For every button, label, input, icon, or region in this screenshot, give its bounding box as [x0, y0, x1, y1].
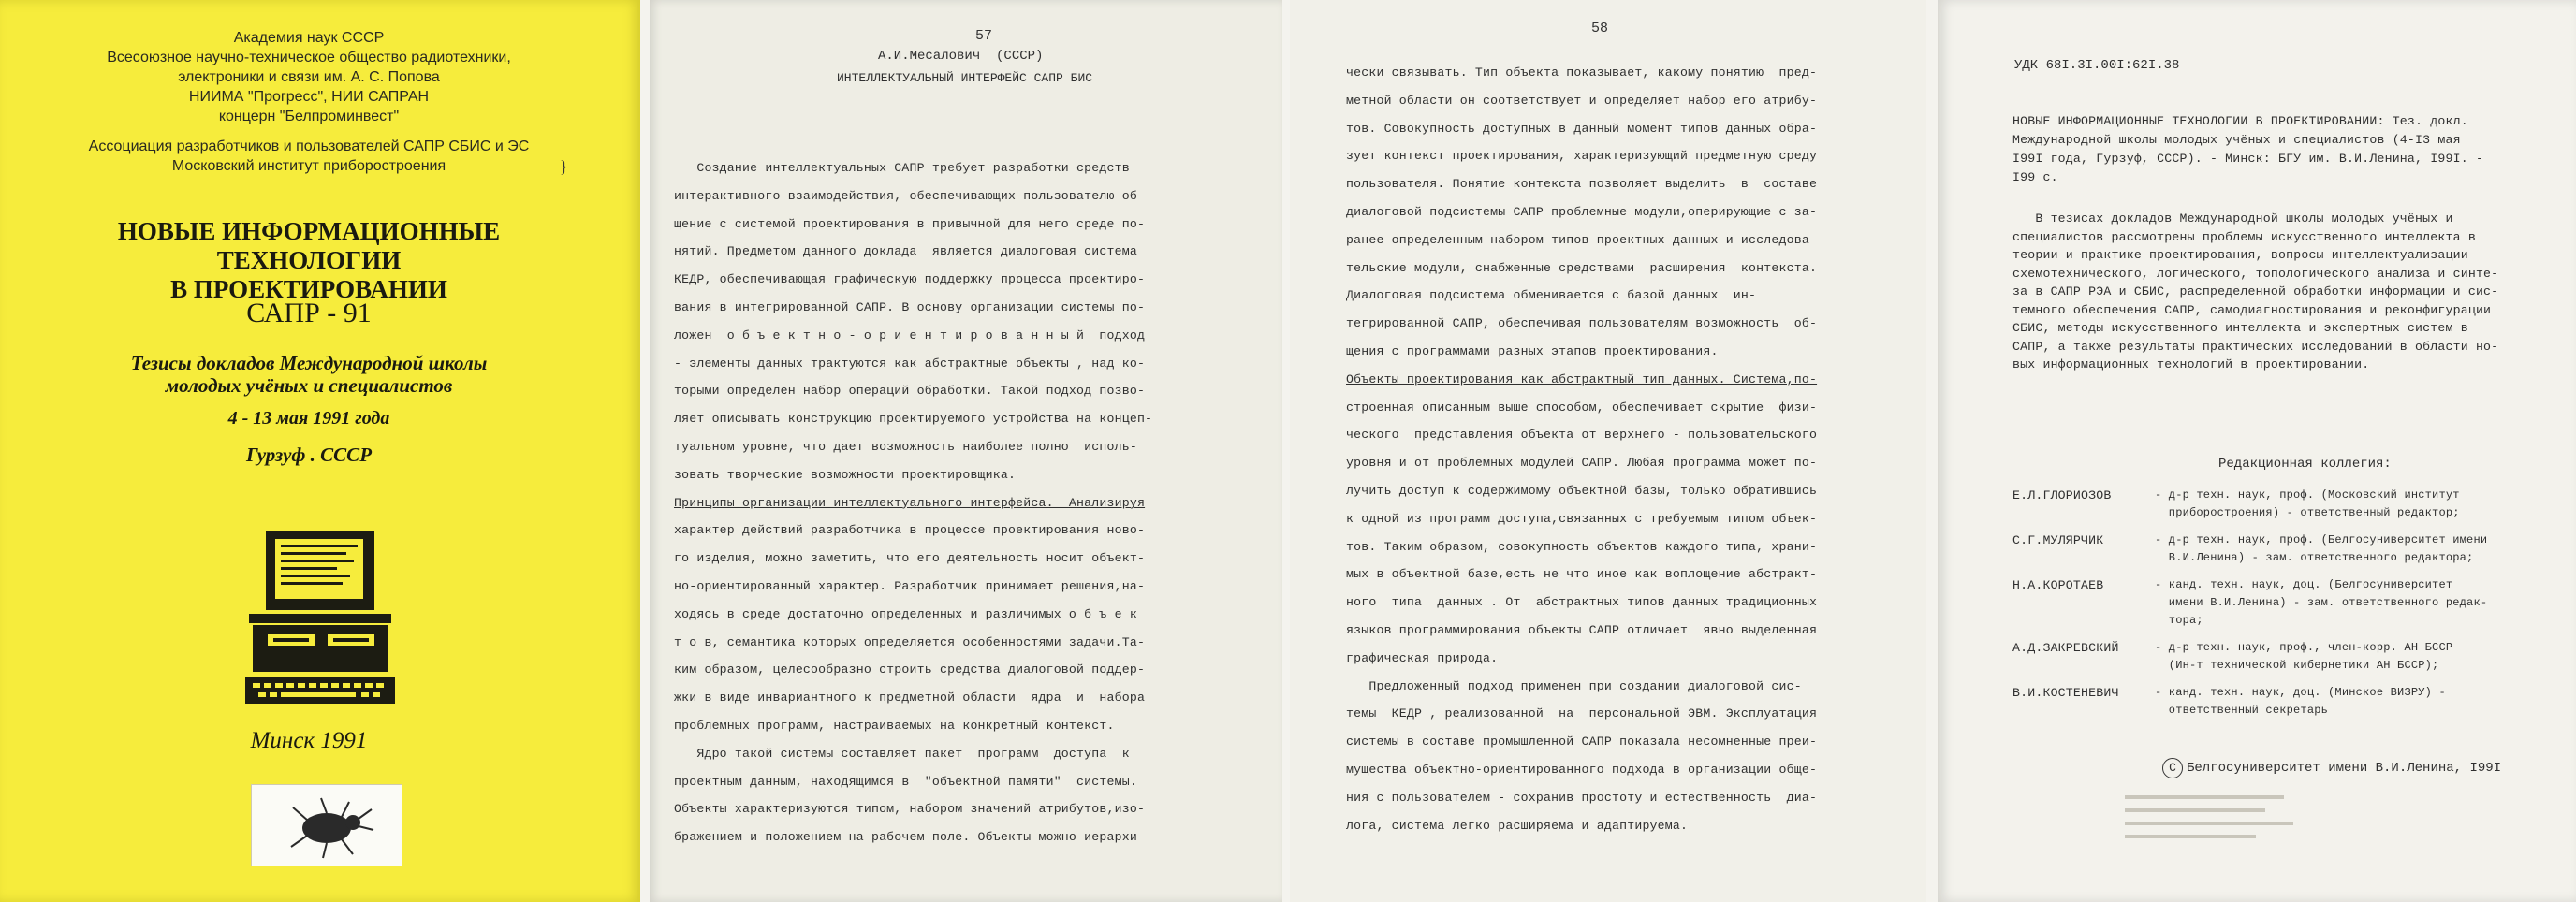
text-line: проблемных программ, настраиваемых на конкретный контекст.	[674, 719, 1115, 733]
board-member-name: Е.Л.ГЛОРИОЗОВ	[2012, 488, 2112, 502]
document-page-57	[650, 0, 1282, 902]
text-line: ческого представления объекта от верхнего - пользовательского	[1346, 428, 1818, 443]
abstract-line: вых информационных технологий в проектировании.	[2012, 357, 2370, 371]
cover-organizations	[37, 28, 580, 126]
page-number: 58	[1591, 21, 1609, 36]
text-line: ким образом, целесообразно строить средства диалоговой поддер-	[674, 662, 1146, 677]
page-number: 57	[975, 28, 993, 44]
cover-org-line: Ассоциация разработчиков и пользователей САПР СБИС и ЭС	[88, 138, 530, 154]
text-line: мущества объектно-ориентированного подхода в организации обще-	[1346, 763, 1818, 777]
text-line: нятий. Предметом данного доклада является диалоговая система	[674, 244, 1137, 259]
text-line: Объекты характеризуются типом, набором значений атрибутов,изо-	[674, 802, 1146, 817]
cover-org-line: Московский институт приборостроения	[171, 158, 446, 174]
biblio-line: I99 с.	[2012, 170, 2058, 184]
text-line: мых в объектной базе,есть не что иное как воплощение абстракт-	[1346, 567, 1818, 582]
board-member-role: - д-р техн. наук, проф., член-корр. АН БССР	[2155, 641, 2453, 654]
abstract-line: В тезисах докладов Международной школы молодых учёных и	[2012, 211, 2453, 226]
text-line: тов. Таким образом, совокупность объектов каждого типа, храни-	[1346, 539, 1818, 554]
text-line: тов. Совокупность доступных в данный момент типов данных обра-	[1346, 121, 1818, 136]
text-line: тегрированной САПР, обеспечивая пользователям возможность об-	[1346, 316, 1818, 331]
text-line: к одной из программ доступа,связанных с требуемым типом объек-	[1346, 511, 1818, 526]
cover-associations	[37, 137, 580, 176]
cover-org-line: концерн "Белпроминвест"	[218, 109, 400, 124]
board-member-role: имени В.И.Ленина) - зам. ответственного редак-	[2155, 596, 2488, 609]
text-line: туальном уровне, что дает возможность наиболее полно исполь-	[674, 440, 1137, 454]
text-line: языков программирования объекты САПР отличает явно выделенная	[1346, 623, 1818, 637]
text-line: лучить доступ к содержимому объектной базы, только обратившись	[1346, 484, 1818, 498]
text-line: интерактивного взаимодействия, обеспечивающих пользователю об-	[674, 188, 1146, 203]
abstract-line: САПР, а также результаты практических исследований в области но-	[2012, 339, 2499, 354]
text-line: т о в, семантика которых определяется особенностями задачи.Та-	[674, 634, 1146, 649]
text-line: ходясь в среде достаточно определенных и различимых о б ъ е к	[674, 606, 1137, 621]
biblio-line: НОВЫЕ ИНФОРМАЦИОННЫЕ ТЕХНОЛОГИИ В ПРОЕКТИРОВАНИИ: Тез. докл.	[2012, 114, 2468, 128]
text-line: торыми определен набор операций обработки. Такой подход позво-	[674, 384, 1146, 399]
text-line: жки в виде инвариантного к предметной области ядра и набора	[674, 691, 1146, 706]
article-author: А.И.Месалович (СССР)	[878, 49, 1044, 64]
cover-subtitle-line: Тезисы докладов Международной школы	[130, 352, 488, 374]
board-member-role: тора;	[2155, 614, 2203, 627]
text-line: проектным данным, находящимся в "объектной памяти" системы.	[674, 774, 1137, 789]
text-line: графическая природа.	[1346, 650, 1499, 665]
faint-stamp	[2125, 792, 2312, 848]
cover-org-line: НИИМА "Прогресс", НИИ САПРАН	[188, 89, 430, 105]
abstract-line: за в САПР РЭА и СБИС, распределенной обработки информации и сис-	[2012, 284, 2499, 298]
text-line: вания в интегрированной САПР. В основу организации системы по-	[674, 300, 1146, 314]
cover-title-line: В ПРОЕКТИРОВАНИИ	[170, 275, 447, 303]
editorial-board-title: Редакционная коллегия:	[2218, 457, 2392, 472]
board-member-role: ответственный секретарь	[2155, 704, 2329, 717]
text-line: темы КЕДР , реализованной на персональной ЭВМ. Эксплуатация	[1346, 706, 1818, 721]
copyright-line	[2162, 758, 2501, 778]
beetle-icon	[252, 785, 402, 866]
board-member-role: В.И.Ленина) - зам. ответственного редактора;	[2155, 551, 2474, 564]
cover-title	[37, 217, 580, 304]
section-heading-line: Принципы организации интеллектуального интерфейса. Анализируя	[674, 495, 1146, 510]
imprint-page	[1938, 0, 2576, 902]
cover-org-line: Всесоюзное научно-техническое общество радиотехники,	[107, 50, 511, 65]
text-line: ложен о б ъ е к т н о - о р и е н т и р о в а н н ы й подход	[674, 327, 1146, 342]
text-line: тельские модули, снабженные средствами расширения контекста.	[1346, 260, 1818, 275]
computer-illustration	[245, 524, 395, 711]
text-line: КЕДР, обеспечивающая графическую поддержку процесса проектиро-	[674, 272, 1146, 287]
board-member-role: - канд. техн. наук, доц. (Минское ВИЗРУ) -	[2155, 686, 2446, 699]
board-member-role: - д-р техн. наук, проф. (Московский институт	[2155, 488, 2460, 502]
text-line: лога, система легко расширяема и адаптируема.	[1346, 818, 1689, 833]
cover-subtitle-line: молодых учёных и специалистов	[165, 374, 453, 397]
board-member-role: приборостроения) - ответственный редактор;	[2155, 506, 2460, 519]
text-line: диалоговой подсистемы САПР проблемные модули,оперирующие с за-	[1346, 205, 1818, 219]
biblio-line: I99I года, Гурзуф, СССР). - Минск: БГУ им. В.И.Ленина, I99I. -	[2012, 152, 2484, 166]
text-line: Предложенный подход применен при создании диалоговой сис-	[1346, 678, 1802, 693]
abstract-line: специалистов рассмотрены проблемы искусственного интеллекта в	[2012, 229, 2476, 244]
text-line: но-ориентированный характер. Разработчик принимает решения,на-	[674, 579, 1146, 593]
board-member-name: С.Г.МУЛЯРЧИК	[2012, 533, 2104, 547]
text-line: ния с пользователем - сохранив простоту и естественность диа-	[1346, 790, 1818, 805]
cover-title-line: НОВЫЕ ИНФОРМАЦИОННЫЕ ТЕХНОЛОГИИ	[117, 217, 501, 274]
text-line: щение с системой проектирования в привычной для него среде по-	[674, 216, 1146, 231]
text-line: го изделия, можно заметить, что его деятельность носит объект-	[674, 551, 1146, 566]
cover-side-mark: }	[560, 157, 568, 176]
cover-subtitle	[37, 352, 580, 397]
cover-org-line: электроники и связи им. А. С. Попова	[178, 69, 440, 85]
cover-dates: 4 - 13 мая 1991 года	[227, 408, 390, 429]
text-line: системы в составе промышленной САПР показала несомненные преи-	[1346, 735, 1818, 749]
text-line: Создание интеллектуальных САПР требует разработки средств	[674, 161, 1130, 175]
library-sticker	[251, 784, 402, 866]
board-member-name: В.И.КОСТЕНЕВИЧ	[2012, 686, 2119, 700]
text-line: ного типа данных . От абстрактных типов данных традиционных	[1346, 595, 1818, 610]
text-line: строенная описанным выше способом, обеспечивает скрытие физи-	[1346, 400, 1818, 415]
biblio-line: Международной школы молодых учёных и специалистов (4-I3 мая	[2012, 133, 2461, 147]
text-line: ляет описывать конструкцию проектируемого устройства на концеп-	[674, 412, 1153, 427]
text-line: щения с программами разных этапов проектирования.	[1346, 344, 1719, 358]
cover-conference-name: САПР - 91	[246, 298, 372, 328]
board-member-role: (Ин-т технической кибернетики АН БССР);	[2155, 659, 2439, 672]
text-line: зует контекст проектирования, характеризующий предметную среду	[1346, 149, 1818, 164]
text-line: бражением и положением на рабочем поле. Объекты можно иерархи-	[674, 830, 1146, 845]
board-member-name: Н.А.КОРОТАЕВ	[2012, 578, 2104, 592]
text-line: уровня и от проблемных модулей САПР. Любая программа может по-	[1346, 456, 1818, 471]
text-line: Ядро такой системы составляет пакет программ доступа к	[674, 746, 1130, 761]
text-line: ранее определенным набором типов проектных данных и исследова-	[1346, 232, 1818, 247]
board-member-name: А.Д.ЗАКРЕВСКИЙ	[2012, 641, 2119, 655]
book-cover	[0, 0, 640, 902]
cover-city-year: Минск 1991	[250, 728, 368, 753]
text-line: метной области он соответствует и определяет набор его атрибу-	[1346, 93, 1818, 108]
cover-place: Гурзуф . СССР	[245, 444, 373, 466]
text-line: пользователя. Понятие контекста позволяет выделить в составе	[1346, 177, 1818, 192]
abstract-line: СБИС, методы искусственного интеллекта и экспертных систем в	[2012, 321, 2468, 335]
section-heading-line: Объекты проектирования как абстрактный тип данных. Система,по-	[1346, 371, 1818, 386]
udk-code: УДК 68I.3I.00I:62I.38	[2014, 58, 2180, 73]
text-line: зовать творческие возможности проектировщика.	[674, 467, 1017, 482]
board-member-role: - канд. техн. наук, доц. (Белгосуниверситет	[2155, 578, 2453, 591]
copyright-icon: С	[2162, 758, 2183, 778]
text-line: характер действий разработчика в процессе проектирования ново-	[674, 523, 1146, 538]
board-member-role: - д-р техн. наук, проф. (Белгосуниверситет имени	[2155, 533, 2488, 546]
text-line: чески связывать. Тип объекта показывает, какому понятию пред-	[1346, 65, 1818, 80]
cover-org-line: Академия наук СССР	[233, 30, 385, 46]
abstract-line: теории и практике проектирования, вопросы интеллектуализации	[2012, 248, 2468, 262]
document-page-58	[1290, 0, 1926, 902]
copyright-text: Белгосуниверситет имени В.И.Ленина, I99I	[2187, 761, 2502, 776]
text-line: - элементы данных трактуются как абстрактные объекты , над ко-	[674, 356, 1146, 371]
article-heading: ИНТЕЛЛЕКТУАЛЬНЫЙ ИНТЕРФЕЙС САПР БИС	[837, 71, 1093, 85]
text-line: Диалоговая подсистема обменивается с базой данных ин-	[1346, 288, 1757, 303]
abstract-line: схемотехнического, логического, топологического анализа и синте-	[2012, 266, 2499, 281]
abstract-line: темного обеспечения САПР, самодиагностирования и реконфигурации	[2012, 302, 2492, 317]
